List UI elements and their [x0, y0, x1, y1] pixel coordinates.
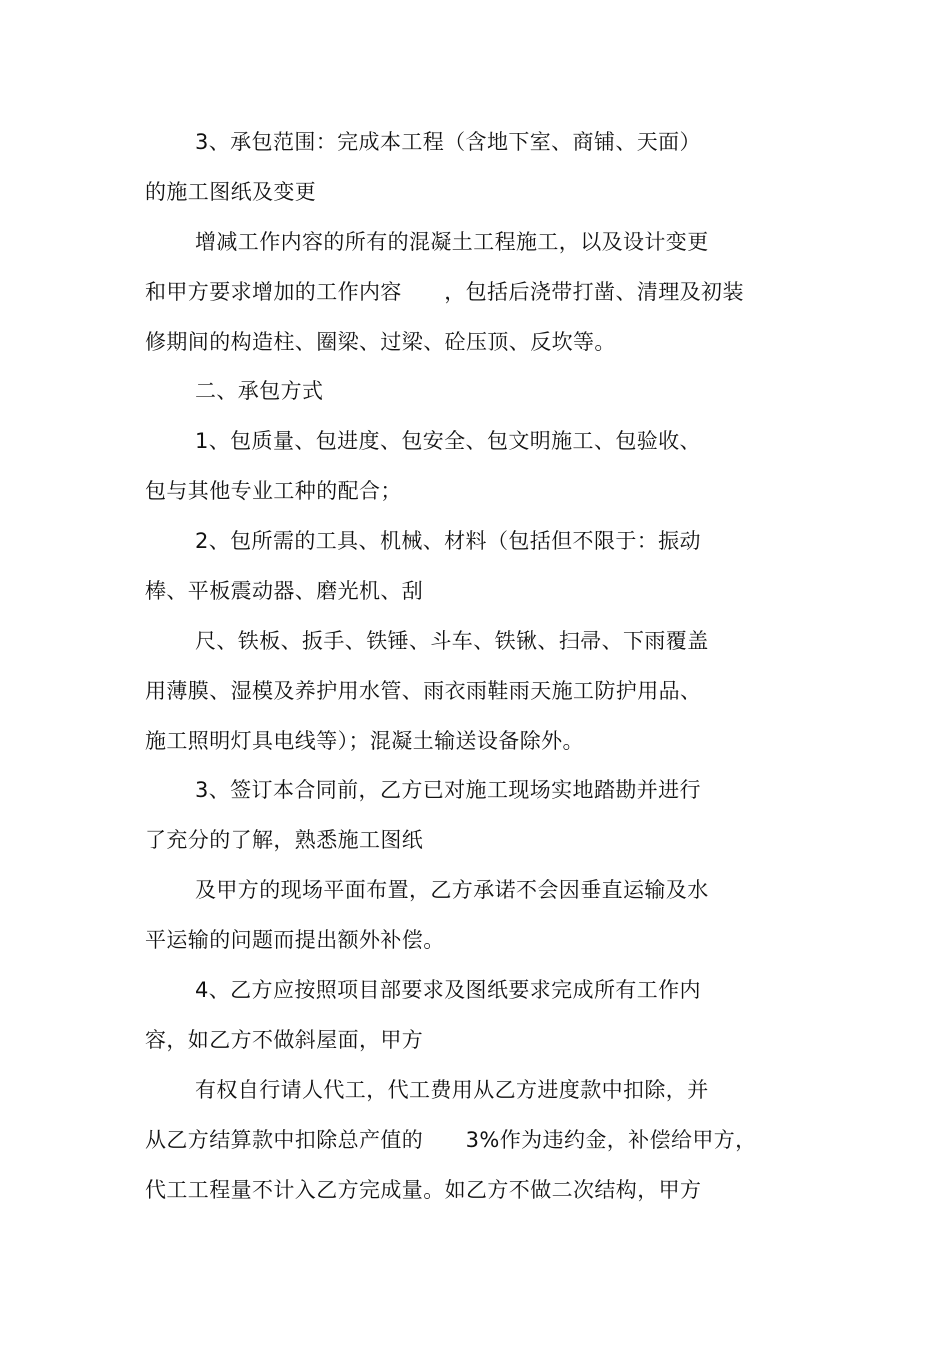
text-line: 施工照明灯具电线等）；混凝土输送设备除外。 — [145, 729, 584, 753]
text-line: 和甲方要求增加的工作内容 ，包括后浇带打凿、清理及初装 — [145, 280, 744, 304]
text-line: 及甲方的现场平面布置，乙方承诺不会因垂直运输及水 — [195, 878, 709, 902]
text-line: 用薄膜、湿模及养护用水管、雨衣雨鞋雨天施工防护用品、 — [145, 679, 702, 703]
text-line: 4、乙方应按照项目部要求及图纸要求完成所有工作内 — [195, 978, 701, 1002]
text-line: 修期间的构造柱、圈梁、过梁、砼压顶、反坎等。 — [145, 330, 616, 354]
text-line: 了充分的了解，熟悉施工图纸 — [145, 828, 424, 852]
text-line: 代工工程量不计入乙方完成量。如乙方不做二次结构，甲方 — [145, 1178, 702, 1202]
section-heading: 二、承包方式 — [195, 379, 324, 403]
text-line: 平运输的问题而提出额外补偿。 — [145, 928, 445, 952]
text-line: 3、签订本合同前，乙方已对施工现场实地踏勘并进行 — [195, 778, 701, 802]
text-line: 棒、平板震动器、磨光机、刮 — [145, 579, 424, 603]
text-line: 1、包质量、包进度、包安全、包文明施工、包验收、 — [195, 429, 701, 453]
text-line: 3、承包范围：完成本工程（含地下室、商铺、天面） — [195, 130, 701, 154]
text-line: 尺、铁板、扳手、铁锤、斗车、铁锹、扫帚、下雨覆盖 — [195, 629, 709, 653]
text-line: 包与其他专业工种的配合； — [145, 479, 402, 503]
text-line: 从乙方结算款中扣除总产值的 3%作为违约金，补偿给甲方， — [145, 1128, 757, 1152]
text-line: 增减工作内容的所有的混凝土工程施工，以及设计变更 — [195, 230, 709, 254]
text-line: 2、包所需的工具、机械、材料（包括但不限于：振动 — [195, 529, 701, 553]
text-line: 有权自行请人代工，代工费用从乙方进度款中扣除，并 — [195, 1078, 709, 1102]
text-line: 容，如乙方不做斜屋面，甲方 — [145, 1028, 424, 1052]
text-line: 的施工图纸及变更 — [145, 180, 317, 204]
